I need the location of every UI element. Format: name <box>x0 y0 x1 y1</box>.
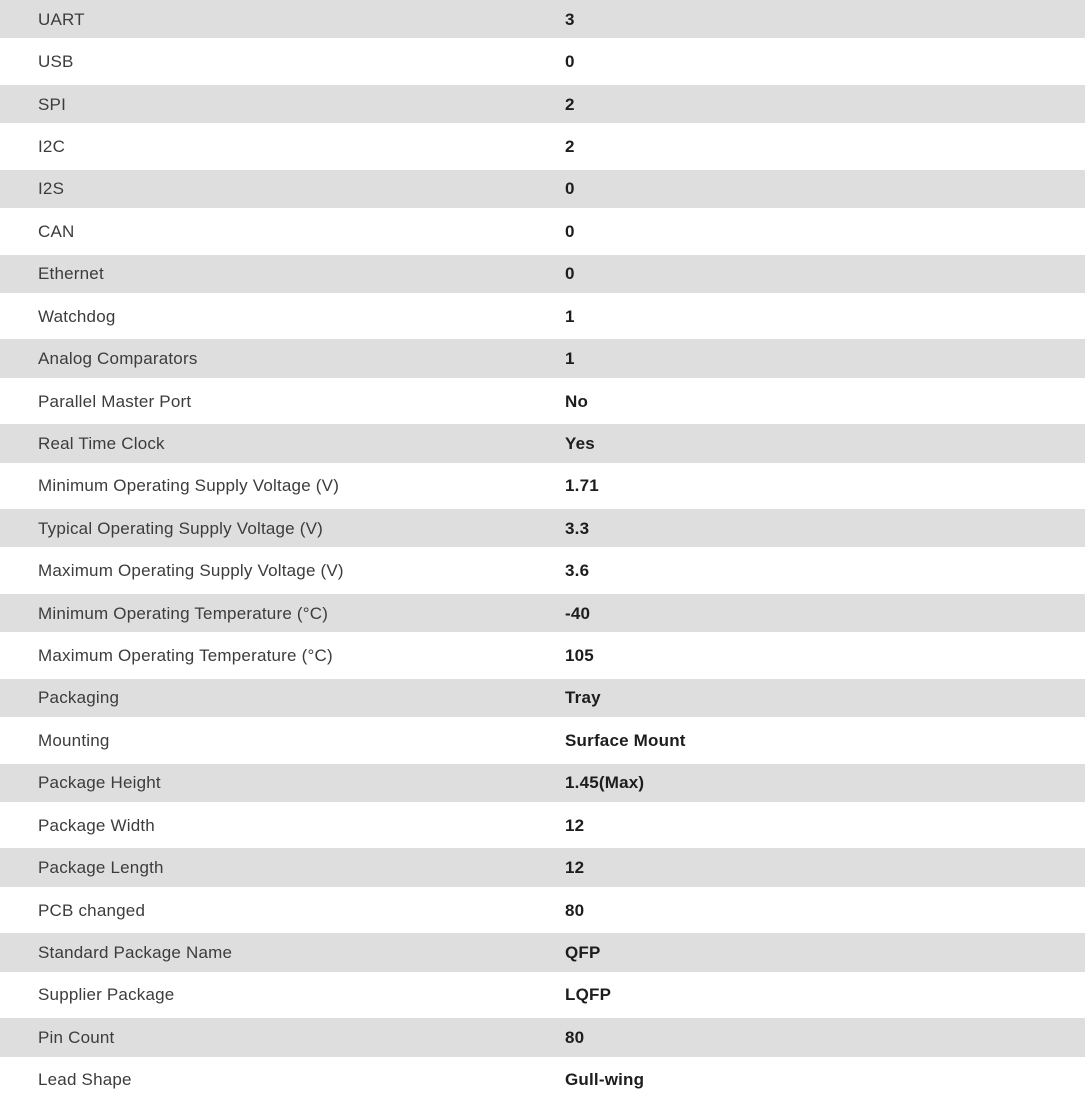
spec-label: PCB changed <box>38 900 146 920</box>
table-row <box>0 1018 1085 1060</box>
spec-label: I2C <box>38 136 66 156</box>
table-row <box>0 806 1085 848</box>
spec-value: 12 <box>565 858 585 878</box>
spec-label: Lead Shape <box>38 1070 132 1090</box>
spec-label: CAN <box>38 221 75 241</box>
table-row <box>0 891 1085 933</box>
spec-label: Package Length <box>38 858 164 878</box>
spec-value: Gull-wing <box>565 1070 645 1090</box>
spec-value: 1 <box>565 349 575 369</box>
table-row <box>0 170 1085 212</box>
table-row <box>0 1061 1085 1103</box>
spec-value: 0 <box>565 221 575 241</box>
spec-label: Ethernet <box>38 264 104 284</box>
table-row <box>0 933 1085 975</box>
spec-label: Package Width <box>38 815 155 835</box>
spec-label: Analog Comparators <box>38 349 198 369</box>
spec-label: Real Time Clock <box>38 433 165 453</box>
spec-label: Maximum Operating Temperature (°C) <box>38 646 333 666</box>
spec-value: 105 <box>565 646 594 666</box>
spec-label: Minimum Operating Supply Voltage (V) <box>38 476 340 496</box>
table-row <box>0 679 1085 721</box>
spec-label: Package Height <box>38 773 161 793</box>
spec-value: 1.45(Max) <box>565 773 645 793</box>
table-row <box>0 764 1085 806</box>
spec-value: 3.6 <box>565 561 590 581</box>
table-row <box>0 636 1085 678</box>
spec-label: Mounting <box>38 730 110 750</box>
table-row <box>0 551 1085 593</box>
spec-value: 80 <box>565 1027 585 1047</box>
spec-value: 2 <box>565 94 575 114</box>
spec-value: 1.71 <box>565 476 599 496</box>
spec-value: 80 <box>565 900 585 920</box>
table-row <box>0 85 1085 127</box>
spec-value: 12 <box>565 815 585 835</box>
spec-label: Watchdog <box>38 306 116 326</box>
table-row <box>0 594 1085 636</box>
table-row <box>0 212 1085 254</box>
table-row <box>0 0 1085 42</box>
spec-value: 0 <box>565 179 575 199</box>
table-row <box>0 382 1085 424</box>
table-row <box>0 467 1085 509</box>
spec-label: Pin Count <box>38 1027 115 1047</box>
table-row <box>0 721 1085 763</box>
spec-value: 1 <box>565 306 575 326</box>
spec-label: Maximum Operating Supply Voltage (V) <box>38 561 344 581</box>
spec-value: Tray <box>565 688 601 708</box>
spec-label: Packaging <box>38 688 120 708</box>
table-row <box>0 848 1085 890</box>
spec-value: LQFP <box>565 985 612 1005</box>
spec-value: Surface Mount <box>565 730 686 750</box>
spec-value: Yes <box>565 433 595 453</box>
spec-label: UART <box>38 9 85 29</box>
spec-value: 3.3 <box>565 518 590 538</box>
spec-value: QFP <box>565 942 601 962</box>
spec-value: No <box>565 391 589 411</box>
spec-label: I2S <box>38 179 65 199</box>
table-row <box>0 42 1085 84</box>
table-row <box>0 255 1085 297</box>
spec-label: Minimum Operating Temperature (°C) <box>38 603 329 623</box>
spec-label: SPI <box>38 94 67 114</box>
spec-value: 3 <box>565 9 575 29</box>
spec-label: Typical Operating Supply Voltage (V) <box>38 518 324 538</box>
table-row <box>0 297 1085 339</box>
spec-value: -40 <box>565 603 591 623</box>
spec-value: 0 <box>565 264 575 284</box>
spec-label: Supplier Package <box>38 985 175 1005</box>
table-row <box>0 339 1085 381</box>
spec-label: USB <box>38 52 74 72</box>
table-row <box>0 509 1085 551</box>
table-row <box>0 976 1085 1018</box>
table-row <box>0 127 1085 169</box>
spec-value: 0 <box>565 52 575 72</box>
spec-value: 2 <box>565 136 575 156</box>
spec-label: Parallel Master Port <box>38 391 192 411</box>
spec-label: Standard Package Name <box>38 942 233 962</box>
table-row <box>0 424 1085 466</box>
